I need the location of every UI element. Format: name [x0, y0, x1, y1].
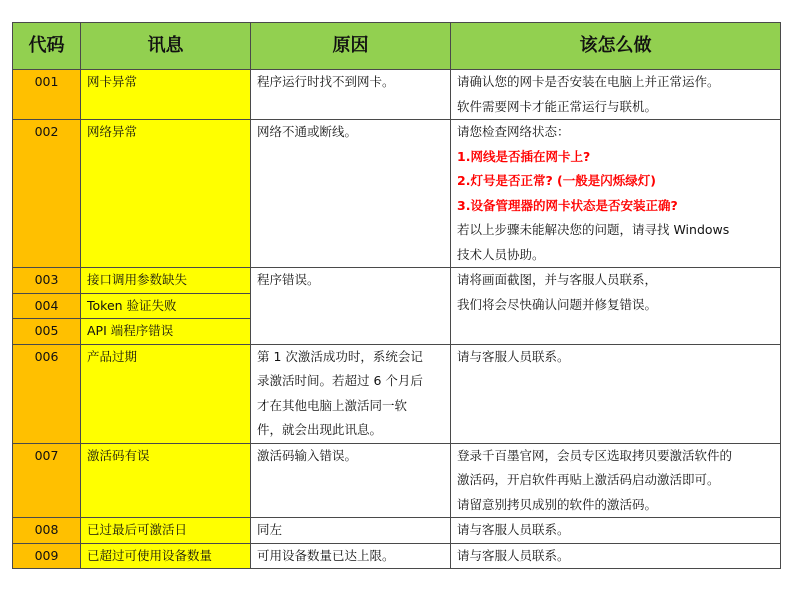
error-cause-cell: 程序运行时找不到网卡。 — [251, 70, 451, 120]
fix-line: 激活码，开启软件再贴上激活码启动激活即可。 — [457, 472, 720, 487]
error-message-cell: 已超过可使用设备数量 — [81, 543, 251, 569]
error-fix-cell — [451, 268, 781, 345]
header-message: 讯息 — [81, 23, 251, 70]
cause-line: 录激活时间。若超过 6 个月后 — [257, 373, 423, 388]
error-message-cell: 产品过期 — [81, 344, 251, 443]
error-code-cell: 005 — [13, 319, 81, 345]
table-row — [13, 543, 781, 569]
fix-line: 软件需要网卡才能正常运行与联机。 — [457, 98, 658, 114]
error-message-cell: 网卡异常 — [81, 70, 251, 120]
fix-check-line: 2.灯号是否正常? (一般是闪烁绿灯) — [457, 173, 656, 188]
error-message-cell: 激活码有误 — [81, 443, 251, 518]
error-fix-cell: 请与客服人员联系。 — [451, 344, 781, 443]
error-cause-cell: 程序错误。 — [251, 268, 451, 345]
table-row — [13, 518, 781, 544]
fix-line: 请留意别拷贝成别的软件的激活码。 — [457, 496, 658, 512]
error-code-cell: 002 — [13, 120, 81, 268]
header-fix: 该怎么做 — [451, 23, 781, 70]
fix-check-line: 1.网线是否插在网卡上? — [457, 148, 591, 164]
cause-line: 件，就会出现此讯息。 — [257, 422, 383, 437]
fix-line: 登录千百墨官网，会员专区选取拷贝要激活软件的 — [457, 447, 733, 463]
error-fix-cell — [451, 443, 781, 518]
fix-line: 若以上步骤未能解决您的问题，请寻找 Windows — [457, 222, 730, 237]
error-message-cell: Token 验证失败 — [81, 293, 251, 319]
fix-line: 请确认您的网卡是否安装在电脑上并正常运作。 — [457, 74, 720, 89]
cause-line: 才在其他电脑上激活同一软 — [257, 397, 408, 413]
error-cause-cell: 可用设备数量已达上限。 — [251, 543, 451, 569]
fix-check-line: 3.设备管理器的网卡状态是否安装正确? — [457, 197, 678, 213]
table-row — [13, 70, 781, 120]
header-code: 代码 — [13, 23, 81, 70]
table-row — [13, 120, 781, 268]
header-row — [13, 23, 781, 70]
error-fix-cell: 请与客服人员联系。 — [451, 518, 781, 544]
header-cause: 原因 — [251, 23, 451, 70]
error-code-cell: 004 — [13, 293, 81, 319]
fix-line: 请将画面截图，并与客服人员联系， — [457, 272, 658, 287]
error-code-cell: 009 — [13, 543, 81, 569]
error-fix-cell: 请与客服人员联系。 — [451, 543, 781, 569]
error-code-cell: 008 — [13, 518, 81, 544]
error-code-table — [12, 22, 781, 569]
error-cause-cell: 激活码输入错误。 — [251, 443, 451, 518]
error-code-cell: 001 — [13, 70, 81, 120]
fix-line: 请您检查网络状态： — [457, 124, 570, 139]
fix-line: 技术人员协助。 — [457, 246, 545, 262]
table-row — [13, 443, 781, 518]
error-message-cell: 网络异常 — [81, 120, 251, 268]
error-message-cell: 接口调用参数缺失 — [81, 268, 251, 294]
error-code-cell: 007 — [13, 443, 81, 518]
table-row — [13, 268, 781, 294]
error-cause-cell: 网络不通或断线。 — [251, 120, 451, 268]
error-fix-cell — [451, 120, 781, 268]
error-code-cell: 006 — [13, 344, 81, 443]
error-message-cell: 已过最后可激活日 — [81, 518, 251, 544]
error-code-cell: 003 — [13, 268, 81, 294]
error-code-sheet — [12, 22, 781, 569]
error-cause-cell — [251, 344, 451, 443]
error-fix-cell — [451, 70, 781, 120]
error-message-cell: API 端程序错误 — [81, 319, 251, 345]
cause-line: 第 1 次激活成功时，系统会记 — [257, 348, 423, 364]
error-cause-cell: 同左 — [251, 518, 451, 544]
table-row — [13, 344, 781, 443]
fix-line: 我们将会尽快确认问题并修复错误。 — [457, 296, 658, 312]
